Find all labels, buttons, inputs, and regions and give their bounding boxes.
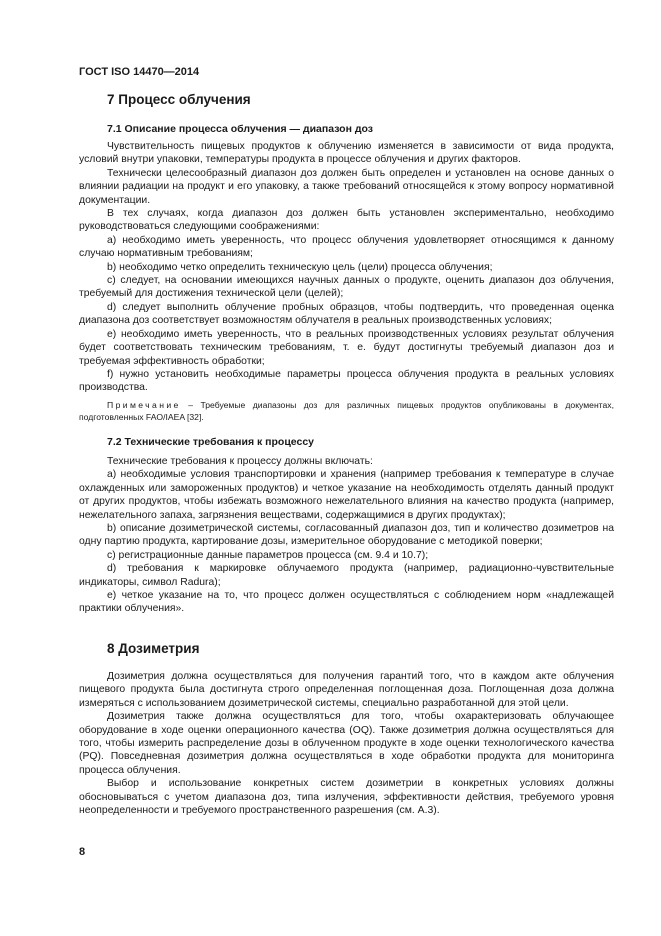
list-item: c) следует, на основании имеющихся научных данных о продукте, оценить диапазон доз облучения, требуемый для достижения технической цели (целей); <box>79 275 614 300</box>
list-item: e) необходимо иметь уверенность, что в реальных производственных условиях результат облучения будет соответствовать техническим требованиям, т. е. будут достигнуты требуемый диапазон доз и требуемая эффективность обработки; <box>79 328 614 367</box>
list-item: b) описание дозиметрической системы, согласованный диапазон доз, тип и количество дозиметров на одну партию продукта, картирование дозы, измерительное оборудование с методикой поверки; <box>79 523 614 548</box>
note <box>79 400 614 423</box>
standard-code: ГОСТ ISO 14470—2014 <box>79 66 200 78</box>
section-7-1-body <box>79 140 614 395</box>
section-7-1-title: 7.1 Описание процесса облучения — диапазон доз <box>107 123 373 135</box>
paragraph: В тех случаях, когда диапазон доз должен быть установлен экспериментально, необходимо руководствоваться следующими соображениями: <box>79 208 614 233</box>
list-item: a) необходимые условия транспортировки и хранения (например требования к температуре в случае охлажденных или замороженных продуктов) и четкое указание на необходимость отделять данный продукт от других продуктов, чтобы избежать возможного нежелательного влияния на качество продукта (например, нежелательного запаха, загрязнения веществами, содержащимися в других продуктах); <box>79 469 614 521</box>
list-item: c) регистрационные данные параметров процесса (см. 9.4 и 10.7); <box>107 549 429 561</box>
paragraph: Чувствительность пищевых продуктов к облучению изменяется в зависимости от вида продукта, условий внутри упаковки, температуры продукта в процессе облучения и других факторов. <box>79 141 614 166</box>
paragraph: Дозиметрия также должна осуществляться для того, чтобы охарактеризовать облучающее оборудование в ходе оценки операционного качества (OQ). Также дозиметрия должна осуществляться для того, чтобы измерить распределение дозы в облученном продукте в ходе оценки технологического качества (PQ). Повседневная дозиметрия должна осуществляться в ходе обработки продукта для мониторинга процесса облучения. <box>79 711 614 776</box>
section-7-2-title: 7.2 Технические требования к процессу <box>107 436 315 448</box>
list-item: a) необходимо иметь уверенность, что процесс облучения удовлетворяет относящимся к данному случаю нормативным требованиям; <box>79 234 614 260</box>
list-item: d) следует выполнить облучение пробных образцов, чтобы подтвердить, что проведенная оценка диапазона доз соответствует возможностям облучателя в реальных производственных условиях; <box>79 301 614 327</box>
section-8-title: 8 Дозиметрия <box>107 641 200 656</box>
section-7-title: 7 Процесс облучения <box>107 92 251 107</box>
list-item: f) нужно установить необходимые параметры процесса облучения продукта в реальных условиях производства. <box>79 368 614 394</box>
list-item: e) четкое указание на то, что процесс должен осуществляться с соблюдением норм «надлежащей практики облучения». <box>79 590 614 615</box>
paragraph: Технически целесообразный диапазон доз должен быть определен и установлен на основе данных о влиянии радиации на продукт и его упаковку, а также требований относящейся к этому вопросу нормативной документации. <box>79 167 614 206</box>
paragraph: Выбор и использование конкретных систем дозиметрии в конкретных условиях должны обосновываться с учетом диапазона доз, типа излучения, эффективности действия, требуемого уровня неопределенности и требуемого пространственного разрешения (см. А.3). <box>79 778 614 817</box>
list-item: d) требования к маркировке облучаемого продукта (например, радиационно-чувствительные индикаторы, символ Radura); <box>79 563 614 588</box>
list-item: b) необходимо четко определить техническую цель (цели) процесса облучения; <box>107 261 493 273</box>
page-number: 8 <box>79 846 86 858</box>
note-label: Примечание <box>107 400 181 410</box>
note-text: – Требуемые диапазоны доз для различных пищевых продуктов опубликованы в документах, подготовленных FAO/IAEA [32]. <box>79 400 614 422</box>
section-8-body <box>79 670 614 817</box>
section-7-2-body <box>79 455 614 616</box>
paragraph: Дозиметрия должна осуществляться для получения гарантий того, что в каждом акте облучения пищевого продукта была достигнута строго определенная поглощенная доза. Поглощенная доза должна измеряться с использованием дозиметрической системы, специально разработанной для этой цели. <box>79 671 614 709</box>
paragraph: Технические требования к процессу должны включать: <box>107 456 373 467</box>
